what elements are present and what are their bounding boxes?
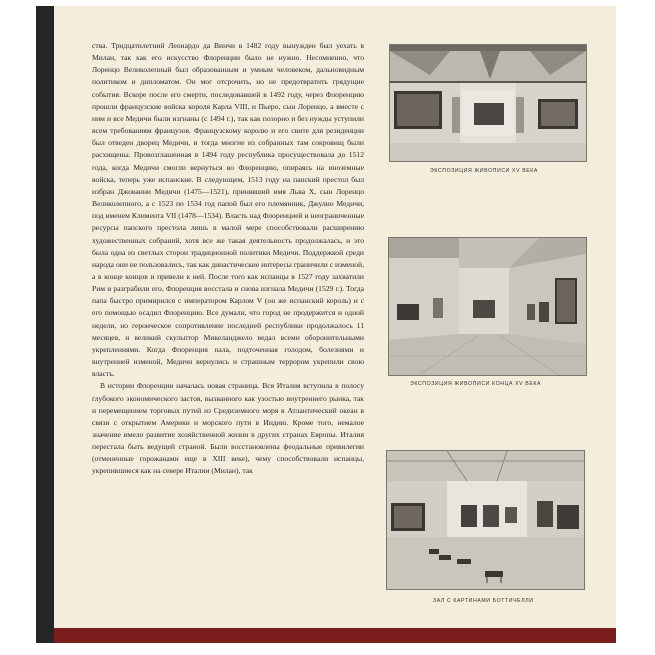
gallery-photo-3 (386, 450, 585, 590)
caption-photo-3: ЗАЛ С КАРТИНАМИ БОТТИЧЕЛЛИ (433, 598, 534, 604)
caption-photo-1: ЭКСПОЗИЦИЯ ЖИВОПИСИ XV ВЕКА (430, 168, 538, 174)
gallery-photo-1 (389, 44, 587, 162)
bottom-edge-band (36, 628, 616, 643)
gallery-photo-2 (388, 237, 587, 376)
body-text-column (92, 40, 364, 478)
paragraph-2: В истории Флоренции началась новая страница. Вся Италия вступила в полосу глубокого экономического застоя, вызванного как узостью внутреннего рынка, так и перемещением торговых путей из Средиземного моря в Атлантический океан в связи с открытием Америки и морского пути в Индию. Кроме того, немалое значение имело развитие хозяйственной жизни в других странах Европы. Италия перестала быть ведущей страной. Были восстановлены феодальные привилегии (отмененные горожанами еще в XIII веке), чему способствовали испанцы, укрепившиеся как на севере Италии (Милан), так (92, 381, 364, 476)
caption-photo-2: ЭКСПОЗИЦИЯ ЖИВОПИСИ КОНЦА XV ВЕКА (410, 381, 542, 387)
paragraph-1: ства. Тридцатилетний Леонардо да Винчи в 1482 году вынужден был уехать в Милан, так как его искусство Флоренции было не нужно. Несомненно, что Лоренцо Великолепный был образованным и умным человеком, дальновидным политиком и дипломатом. Он мог отсрочить, но не предотвратить грядущие события. Вскоре после его смерти, последовавшей в 1492 году, через Флоренцию прошли французские войска короля Карла VIII, и Пьеро, сын Лоренцо, а вместе с ним и все Медичи были изгнаны (с 1494 г.), так как позорно и без нужды уступили всем требованиям французов. Французскому королю и его свите для резиденции был отведен дворец Медичи, и тогда многие из собранных там сокровищ были расхищены. Провозглашенная в 1494 году республика просуществовала до 1512 года, когда Медичи смогли вернуться во Флоренцию, опираясь на иноземные войска, теперь уже испанские. В следующем, 1513 году на папский престол был избран Джованни Медичи (1475—1521), принявший имя Льва X, сын Лоренцо Великолепного, а с 1523 по 1534 год папой был его племянник, Джулио Медичи, под именем Климента VII (1478—1534). Власть над Флоренцией и неограниченные ресурсы папского престола лишь в малой мере способствовали расширению художественных собраний, хотя все же такая деятельность продолжалась, и это была одна из светлых сторон традиционной политики Медичи. Поддержкой среди народа они не пользовались, так как династические интересы граничили с изменой, а в конце концов и привели к ней. После того как испанцы в 1527 году захватили Рим и разграбили его, Флоренция восстала и снова изгнала Медичи (1529 г.). Тогда папа быстро примирился с императором Карлом V (он же испанский король) и с его помощью осадил Флоренцию. Все думали, что город не продержится и одной недели, но героическое сопротивление последней республики продолжалось 11 месяцев, и великий скульптор Микеланджело ведал всеми оборонительными укреплениями. Когда Флоренция пала, подточенная голодом, болезнями и внутренней изменой, Медичи вернулись и страшным террором укрепили свою власть. (92, 41, 364, 379)
bottom-edge-band-dark (36, 628, 54, 643)
book-binding (36, 6, 54, 643)
